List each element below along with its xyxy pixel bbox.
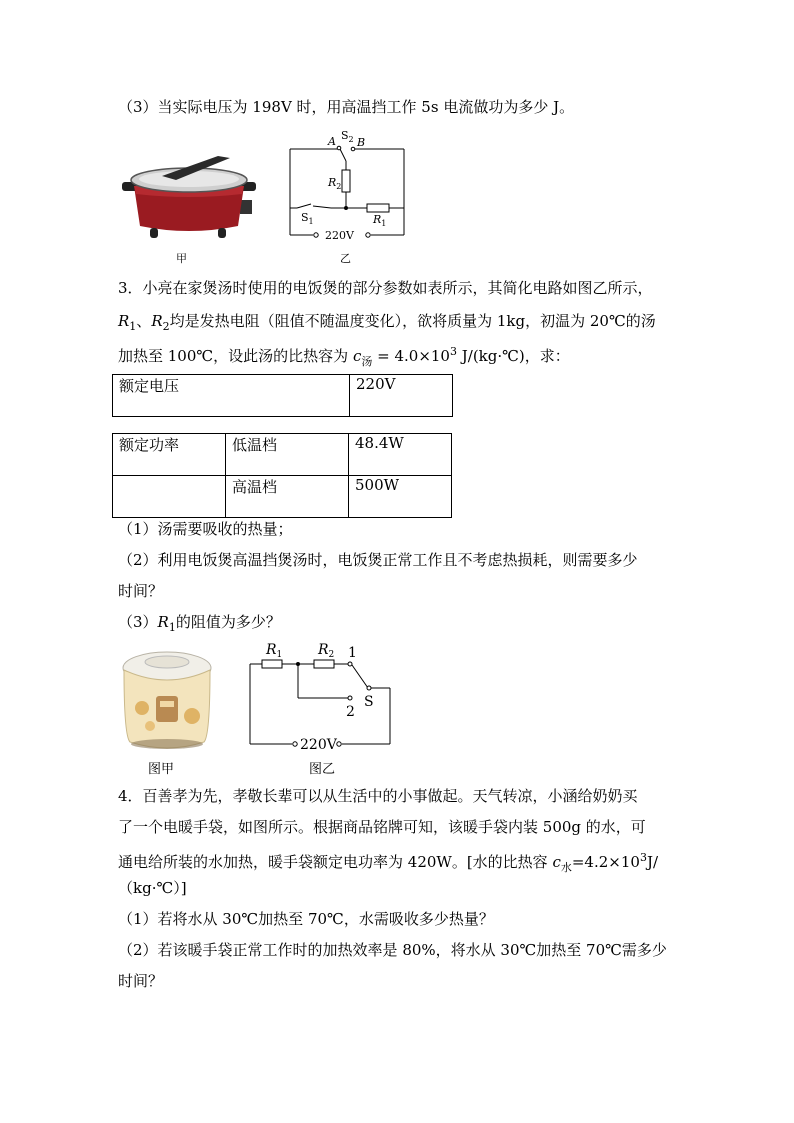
- cell-high-value: 500W: [349, 476, 452, 518]
- q3-sub2-l2: 时间？: [118, 582, 164, 600]
- cell-high-label: 高温档: [226, 476, 349, 518]
- fig-yi-label: 乙: [340, 252, 351, 265]
- q3-line3: 加热至 100℃，设此汤的比热容为 $c_汤 = 4.0\times 10^3$ J/(kg·℃)，求：: [118, 345, 570, 368]
- fig-jia-label: 甲: [176, 252, 187, 265]
- cell-low-value: 48.4W: [349, 434, 452, 476]
- q3-sub1: （1）汤需要吸收的热量；: [118, 520, 293, 538]
- q4-line3: 通电给所装的水加热，暖手袋额定电功率为 420W。[水的比热容 $c_水=4.2\times 10^3J/$: [118, 851, 659, 874]
- q4-sub1: （1）若将水从 30℃加热至 70℃，水需吸收多少热量？: [118, 910, 494, 928]
- circuit-diagram-yi: [283, 125, 413, 245]
- q4-line1: 4．百善孝为先，孝敬长辈可以从生活中的小事做起。天气转凉，小涵给奶奶买: [118, 787, 638, 805]
- rice-cooker-image: [120, 646, 215, 754]
- cell-empty: [113, 476, 226, 518]
- q4-line2: 了一个电暖手袋，如图所示。根据商品铭牌可知，该暖手袋内装 500g 的水，可: [118, 818, 646, 836]
- label-r1-b: $R_1$: [266, 642, 283, 660]
- q3-line2: $R_1$、$R_2$均是发热电阻（阻值不随温度变化），欲将质量为 1kg，初温为 20℃的汤: [118, 312, 656, 333]
- label-r1: $R_1$: [373, 213, 387, 228]
- spec-table-voltage: [112, 374, 453, 417]
- cell-rated-voltage-label: 额定电压: [113, 375, 350, 417]
- label-terminal-1: 1: [348, 645, 357, 661]
- q3-line1: 3．小亮在家煲汤时使用的电饭煲的部分参数如表所示，其简化电路如图乙所示，: [118, 279, 653, 297]
- q4-sub2-l1: （2）若该暖手袋正常工作时的加热效率是 80%，将水从 30℃加热至 70℃需多少: [118, 941, 667, 959]
- q3-sub2-l1: （2）利用电饭煲高温挡煲汤时，电饭煲正常工作且不考虑热损耗，则需要多少: [118, 551, 638, 569]
- fig-jia-label-2: 图甲: [148, 762, 175, 777]
- label-220v-b: 220V: [300, 737, 337, 753]
- q2-sub3: （3）当实际电压为 198V 时，用高温挡工作 5s 电流做功为多少 J。: [118, 98, 575, 116]
- label-r2-b: $R_2$: [318, 642, 335, 660]
- label-a: A: [328, 135, 336, 148]
- cell-rated-voltage-value: 220V: [350, 375, 453, 417]
- q3-sub3: $(3)R_1$的阻值为多少？: [118, 613, 281, 634]
- cell-low-label: 低温档: [226, 434, 349, 476]
- label-s2: $S_2$: [341, 129, 354, 144]
- label-terminal-2: 2: [346, 704, 355, 720]
- fig-yi-label-2: 图乙: [309, 762, 336, 777]
- circuit-diagram-tu-yi: [240, 640, 400, 760]
- spec-table-power: [112, 433, 452, 518]
- label-switch-s: S: [364, 694, 374, 710]
- q4-line4: （kg·℃）]: [118, 879, 187, 897]
- q4-sub2-l2: 时间？: [118, 972, 164, 990]
- hot-pot-image: [120, 150, 258, 245]
- label-s1: $S_1$: [301, 211, 314, 226]
- label-r2: $R_2$: [328, 176, 342, 191]
- cell-rated-power-label: 额定功率: [113, 434, 226, 476]
- label-b: B: [357, 136, 366, 149]
- label-220v: 220V: [325, 229, 354, 242]
